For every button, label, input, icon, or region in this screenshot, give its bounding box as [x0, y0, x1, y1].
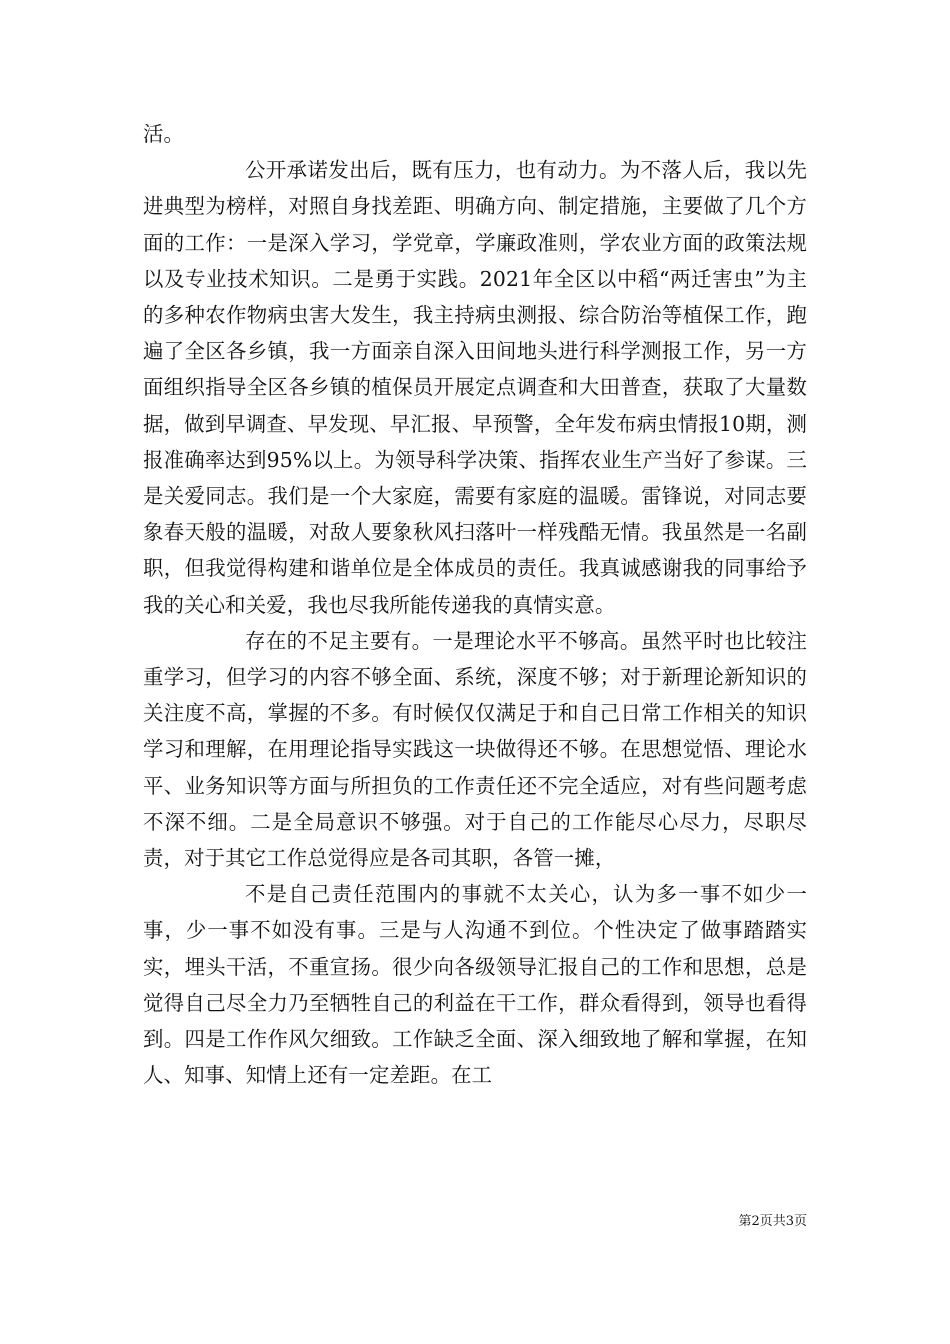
- document-body: [143, 116, 807, 1093]
- paragraph-shortcomings-continued: 不是自己责任范围内的事就不太关心，认为多一事不如少一事，少一事不如没有事。三是与人沟通不到位。个性决定了做事踏踏实实，埋头干活，不重宣扬。很少向各级领导汇报自己的工作和思想，总是觉得自己尽全力乃至牺牲自己的利益在干工作，群众看得到，领导也看得到。四是工作作风欠细致。工作缺乏全面、深入细致地了解和掌握，在知人、知事、知情上还有一定差距。在工: [143, 882, 807, 1088]
- paragraph-continuation: 活。: [143, 122, 185, 146]
- page-number-footer: 第2页共3页: [738, 1214, 807, 1229]
- paragraph-shortcomings: 存在的不足主要有。一是理论水平不够高。虽然平时也比较注重学习，但学习的内容不够全面、系统，深度不够；对于新理论新知识的关注度不高，掌握的不多。有时候仅仅满足于和自己日常工作相关的知识学习和理解，在用理论指导实践这一块做得还不够。在思想觉悟、理论水平、业务知识等方面与所担负的工作责任还不完全适应，对有些问题考虑不深不细。二是全局意识不够强。对于自己的工作能尽心尽力，尽职尽责，对于其它工作总觉得应是各司其职，各管一摊，: [143, 628, 807, 871]
- paragraph-commitment: 公开承诺发出后，既有压力，也有动力。为不落人后，我以先进典型为榜样，对照自身找差距、明确方向、制定措施，主要做了几个方面的工作：一是深入学习，学党章，学廉政准则，学农业方面的政策法规以及专业技术知识。二是勇于实践。2021年全区以中稻“两迁害虫”为主的多种农作物病虫害大发生，我主持病虫测报、综合防治等植保工作，跑遍了全区各乡镇，我一方面亲自深入田间地头进行科学测报工作，另一方面组织指导全区各乡镇的植保员开展定点调查和大田普查，获取了大量数据，做到早调查、早发现、早汇报、早预警，全年发布病虫情报10期，测报准确率达到95%以上。为领导科学决策、指挥农业生产当好了参谋。三是关爱同志。我们是一个大家庭，需要有家庭的温暖。雷锋说，对同志要象春天般的温暖，对敌人要象秋风扫落叶一样残酷无情。我虽然是一名副职，但我觉得构建和谐单位是全体成员的责任。我真诚感谢我的同事给予我的关心和关爱，我也尽我所能传递我的真情实意。: [143, 158, 807, 617]
